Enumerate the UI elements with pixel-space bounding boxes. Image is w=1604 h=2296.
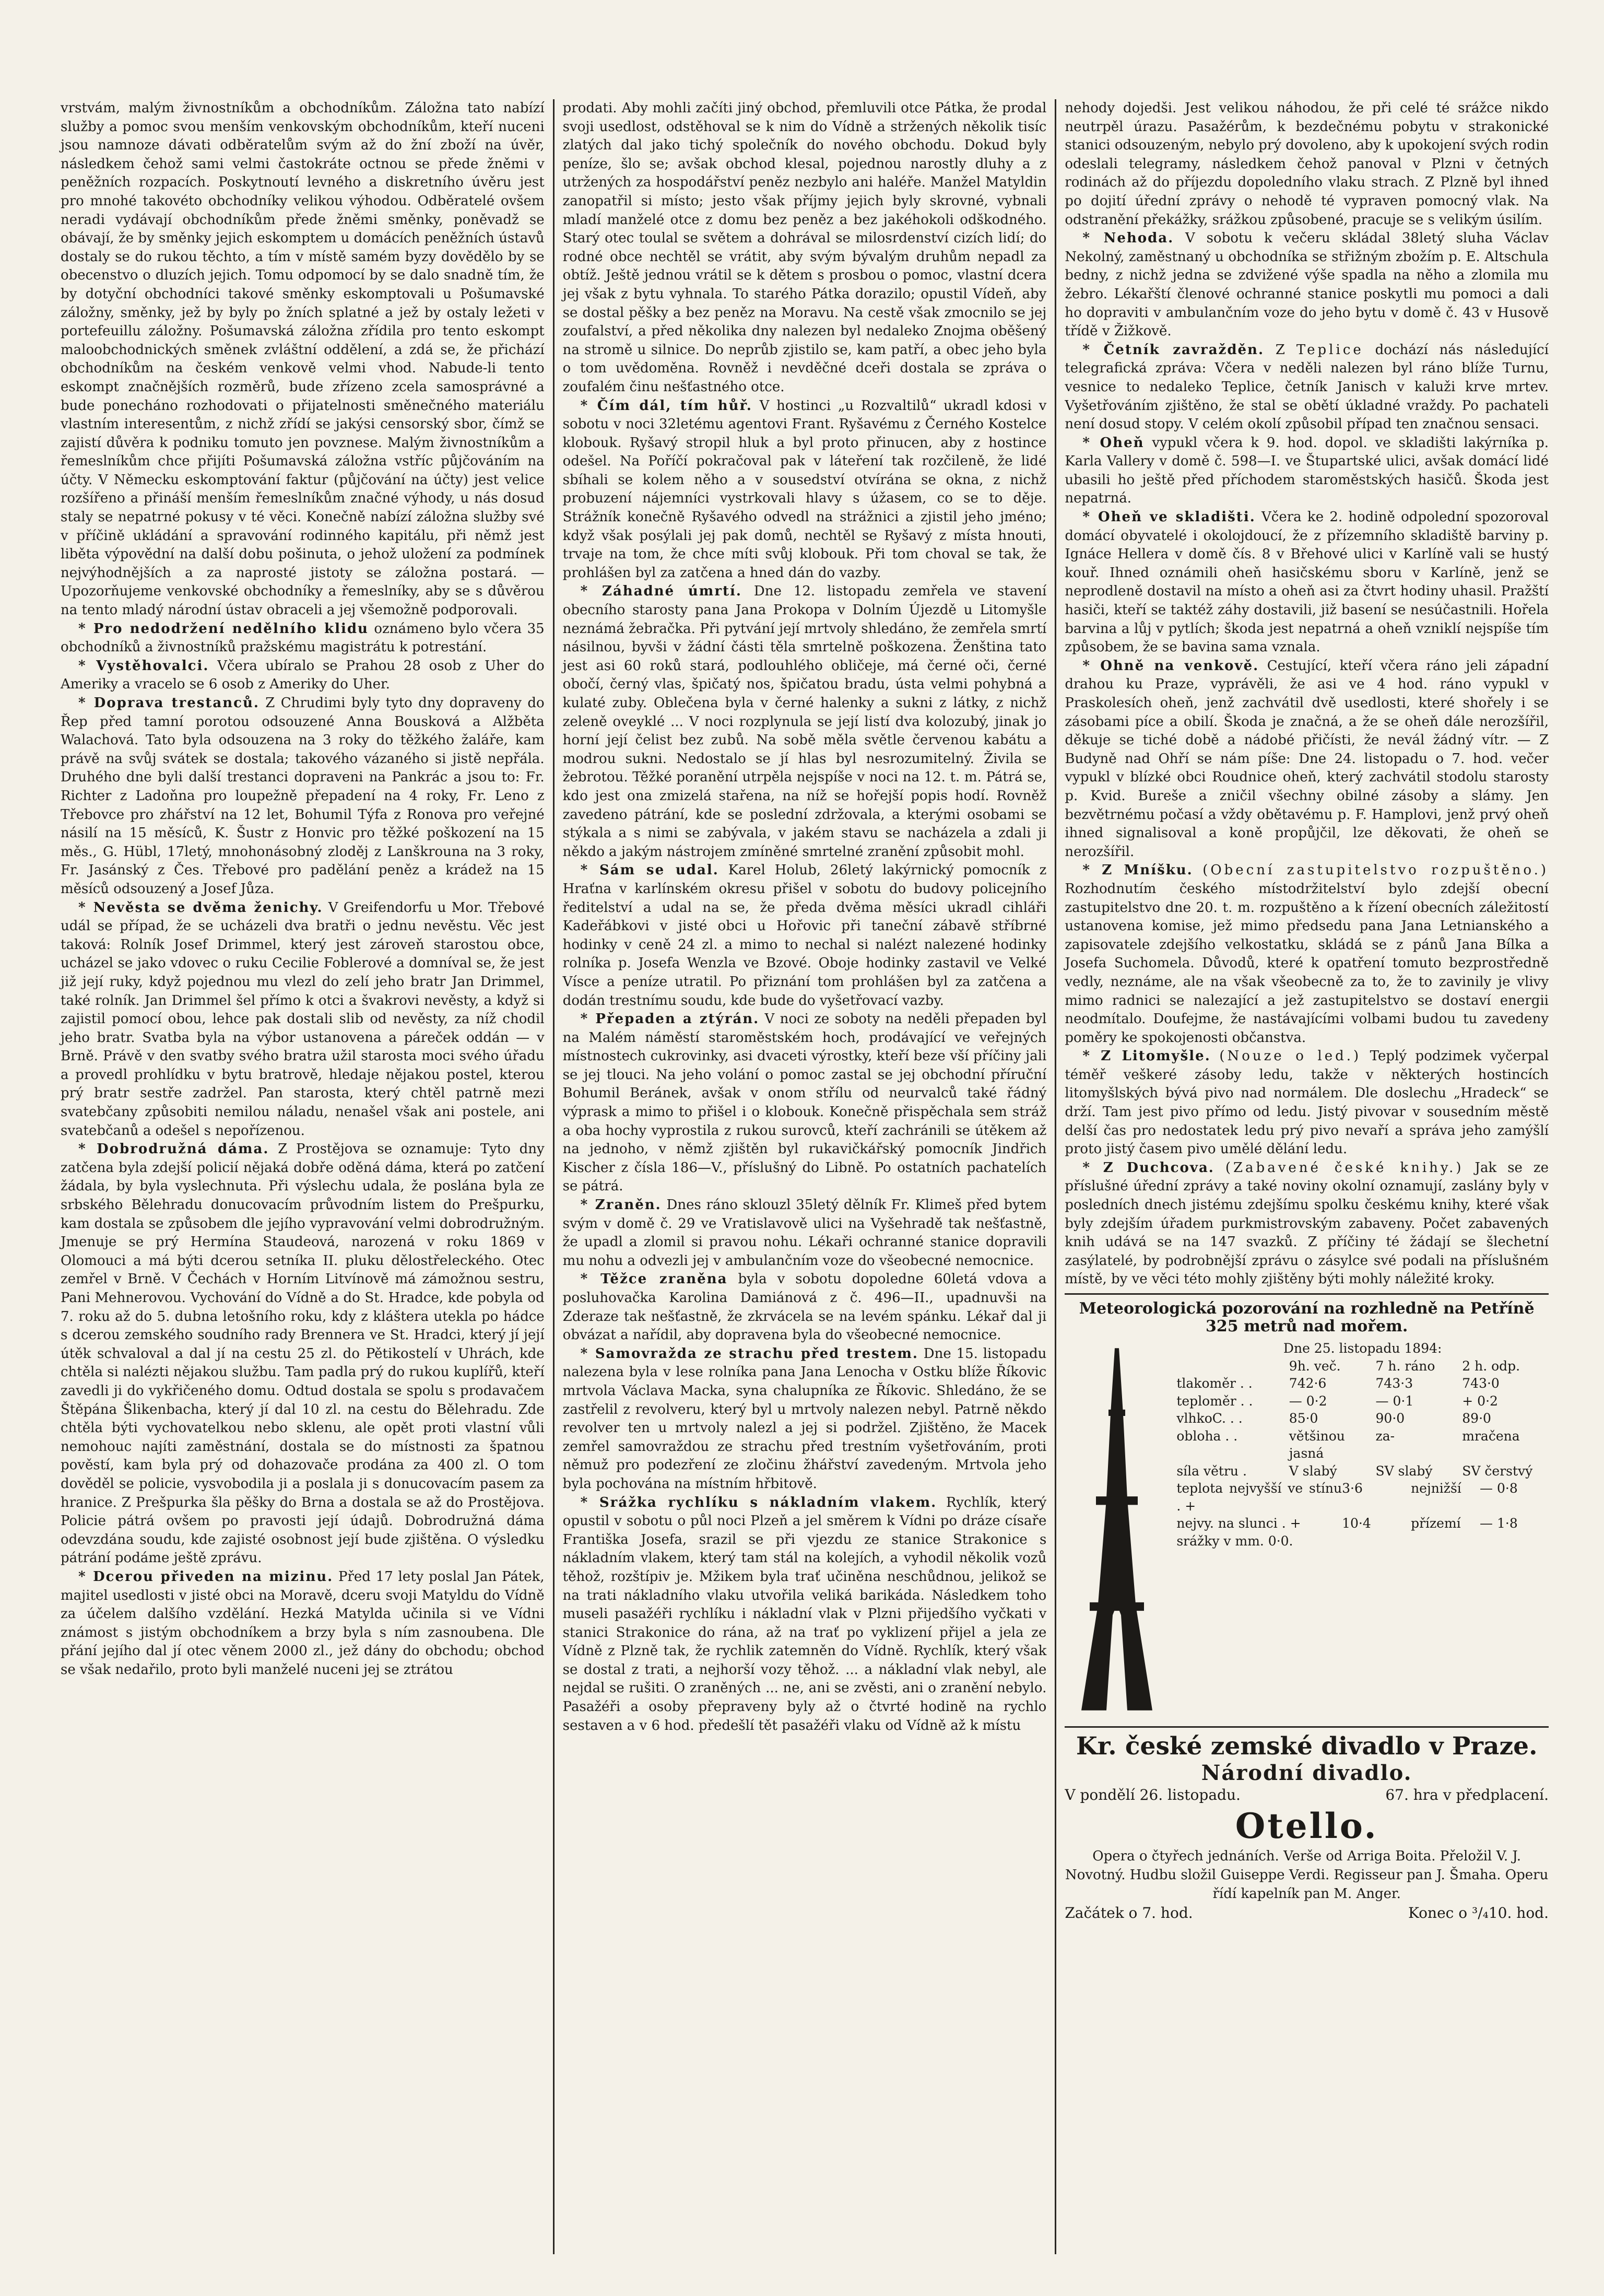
meteo-value: 743·0 bbox=[1462, 1376, 1500, 1391]
article-srazka-konec: nehody dojedši. Jest velikou náhodou, že při celé té srážce nikdo neutrpěl úrazu. Pasažérům, k bezdečnému pobytu v strakonické stanici odsouzeným, nebylo prý dovoleno, aby k upokojení svých rodin odeslali telegramy, následkem čehož panoval v Plzni v četných rodinách až do příjezdu dopoledního vlaku strach. Z Plzně byl ihned po dojití úřední zprávy o nehodě té vypraven pomocný vlak. Na odstranění překážky, srážkou způsobené, pracuje se s velikým úsilím. bbox=[1065, 100, 1549, 228]
petrin-tower-icon bbox=[1065, 1340, 1169, 1721]
meteo-hours bbox=[1176, 1357, 1549, 1375]
theatre-performance: 67. hra v předplacení. bbox=[1385, 1786, 1549, 1803]
heading-vystehovalci: * Vystěhovalci. bbox=[78, 658, 209, 674]
meteo-value: 10·4 bbox=[1342, 1516, 1371, 1531]
meteo-value: V slabý bbox=[1289, 1463, 1337, 1479]
text-dcerou-priveden: Před 17 lety poslal Jan Pátek, majitel usedlosti v jisté obci na Moravě, dceru svoji Matyldu do Vídně za účelem dalšího vzdělání. Hezká Matylda učinila si ve Vídni známost s jistým obchodníkem a brzy byla s ním zasnoubena. Dle přání jejího dal jí otec věnem 2000 zl., jež dány do obchodu; obchod se však nedařilo, proto byli manželé nuceni jej se ztrátou bbox=[61, 1568, 545, 1678]
text-ohen-skladiste: Včera ke 2. hodině odpolední spozoroval domácí obyvatelé i okolojdoucí, že z přízemního skladiště barviny p. Ignáce Hellera v domě čís. 8 v Břehové ulici v Karlíně vali se hustý kouř. Ihned oznámili oheň hasičskému sboru v Karlíně, jenž se neprodleně dostavil na místo a oheň asi za čtvrt hodiny uhasil. Pražští hasiči, kteří se taktéž záhy dostavili, již basení se nesúčastnili. Hořela barvina a lůj v pytlích; škoda jest nepatrná a oheň vzniklí nejspíše tím způsobem, že se bavina sama vznala. bbox=[1065, 509, 1549, 655]
meteo-hour-1: 9h. več. bbox=[1289, 1358, 1341, 1374]
article-ohne-venkov bbox=[1065, 657, 1549, 862]
heading-doprava-trestancu: * Doprava trestanců. bbox=[78, 695, 260, 711]
text-ohne-venkov: Cestující, kteří včera ráno jeli západní drahou ku Praze, vyprávěli, že asi ve 4 hod. ráno vypukl v Praskolesích oheň, jenž zachvátil dvě usedlosti, které shořely i se zásobami píce a obilí. Škoda je značná, a že se oheň dále nerozšířil, děkuje se tiché době a nádobé přičísti, že nevál žádný vítr. — Z Budyně nad Ohří se nám píše: Dne 24. listopadu o 7. hod. večer vypukl v blízké obci Roudnice oheň, který zachvátil stodolu starosty p. Kvid. Bureše a zničil všechny obilné zásoby a slámy. Jen bezvětrnému počasí a vždy obětavému p. F. Hamplovi, jenž prvý oheň ihned signalisoval a koně propůjčil, lze děkovati, že oheň se nerozšířil. bbox=[1065, 658, 1549, 860]
text-sam-se-udal: Karel Holub, 26letý lakýrnický pomocník z Hraťna v karlínském okresu přišel v sobotu do budovy policejního ředitelství a udal na se, že předa dvěma měsíci ukradl cihláři Kadeřábkovi v jisté obci u Hořovic při taneční zábavě stříbrné hodinky v ceně 24 zl. a mimo to nechal si nalézt nalezené hodinky rolníka p. Josefa Wenzla ve Bzové. Oboje hodinky zastavil ve Velké Vísce a peníze utratil. Po přiznání tom prohlášen byl za zatčena a dodán trestnímu soudu, kde bude do vyšetřovací vazby. bbox=[562, 862, 1047, 1009]
heading-ohen: * Oheň bbox=[1082, 435, 1145, 451]
text-vystehovalci: Včera ubíralo se Prahou 28 osob z Uher do Ameriky a vracelo se 6 osob z Ameriky do Uher. bbox=[61, 658, 545, 693]
heading-dobrodruzna-dama: * Dobrodružná dáma. bbox=[78, 1141, 269, 1157]
meteo-value: mračena bbox=[1462, 1428, 1520, 1444]
text-nehoda: V sobotu k večeru skládal 38letý sluha Václav Nekolný, zaměstnaný u obchodníka se střižným zbožím p. E. Altschula bedny, z nichž jedna se zdvižené výše spadla na něho a zlomila mu žebro. Lékařští členové ochranné stanice poskytli mu pomoci a dali ho dopraviti v ambulančním voze do jeho bytu v domě č. 43 v Husově třídě v Žižkově. bbox=[1065, 230, 1549, 339]
heading-duchcov: * Z Duchcova. bbox=[1082, 1159, 1214, 1176]
article-samovrazda bbox=[563, 1345, 1047, 1494]
text-dobrodruzna-dama: Z Prostějova se oznamuje: Tyto dny zatčena byla zdejší policií nějaká dobře oděná dáma, která po zatčení žádala, by byla vyslechnuta. Při výslechu udala, že poslána byla ze srbského Bělehradu donucovacím průvodním listem do Prešpurku, kam dostala se způsobem dle jejího vypravování velmi dobrodružným. Jmenuje se prý Hermína Staudeová, narozená v roku 1869 v Olomouci a má býti dcerou setníka II. pluku dělostřeleckého. Otec zemřel v Brně. V Čechách v Horním Litvínově má zámožnou sestru, Pani Mehnerovou. Vychování do Vídně a do St. Hradce, kde pobyla od 7. roku až do 5. dubna letošního roku, kdy z kláštera utekla po hádce s dcerou zemského soudního rady Brennera ve St. Hradci, který jí její útěk schvaloval a dal jí na cestu 25 zl. do Pětikostelí v Uhrách, kde chtěla si nalézti nějakou službu. Tam padla prý do rukou kuplířů, kteří zavedli ji do vykřičeného domu. Odtud dostala se spolu s prodavačem Štěpána Šlikenbacha, který jí dal 10 zl. na cestu do Bělehradu. Zde chtěla býti vychovatelkou nebo sklenu, ale opět proti vlastní vůli nemohouc najíti zaměstnání, dostala se do místnosti za špatnou pověstí, kam byla prý od dohazovače prodána za 400 zl. O tom dověděl se policie, vysvobodila ji a poslala ji s donucovacím pasem za hranice. Z Prešpurka šla pěšky do Brna a dostala se až do Prostějova. Policie pátrá ovšem po pravosti její údajů. Dobrodružná dáma odevzdána soudu, kde zajisté osobnost její bude zjištěna. O výsledku pátrání podáme ještě zprávu. bbox=[61, 1141, 545, 1566]
meteo-row-pressure bbox=[1176, 1375, 1549, 1392]
heading-zahadne-umrti: * Záhadné úmrtí. bbox=[580, 583, 742, 600]
heading-litomysl: * Z Litomyšle. bbox=[1082, 1048, 1211, 1064]
subheading-duchcov: (Zabavené české knihy.) bbox=[1225, 1159, 1464, 1176]
heading-tezce-zranena: * Těžce zraněna bbox=[580, 1271, 728, 1287]
theatre-description: Opera o čtyřech jednáních. Verše od Arriga Boita. Přeložil V. J. Novotný. Hudbu složil Guiseppe Verdi. Regisseur pan J. Šmaha. Operu řídí kapelník pan M. Anger. bbox=[1065, 1848, 1549, 1902]
meteo-label: vlhkoC. . . bbox=[1176, 1411, 1243, 1426]
meteo-rain: srážky v mm. 0·0. bbox=[1176, 1533, 1293, 1549]
article-cetnik bbox=[1065, 341, 1549, 434]
text-duchcov: Jak se ze příslušné úřední zprávy a také noviny okolní oznamují, zaslány byly v posledních dnech jistému zdejšímu spolku českému knihy, které však byly zdejším úřadem purkmistrovským zabaveny. Počet zabavených knih udává se na 147 svazků. Z příčiny té žádají se šlechetní zasýlatelé, by podrobnější zprávu o zásylce své podali na příslušném místě, by ve věci této mohly zjištěny býti mohly náležité kroky. bbox=[1065, 1159, 1549, 1287]
article-zahadne-umrti bbox=[563, 582, 1047, 861]
heading-zranen: * Zraněn. bbox=[580, 1197, 662, 1213]
article-nehoda bbox=[1065, 229, 1549, 341]
text-prepaden: V noci ze soboty na neděli přepaden byl na Malém náměstí staroměstském hoch, prodávající ve veřejných místnostech cukrovinky, asi dvaceti výrostky, kteří beze vší příčiny jali se jej tlouci. Na jeho volání o pomoc zastal se jej obchodní příruční Bohumil Beránek, avšak v onom střílu od neurvalců také řádný výprask a mimo to přišel i o klobouk. Konečně přispěchala sem stráž a oba hochy vyprostila z rukou surovců, kteří zachránili se útěkem až na jednoho, v němž zjištěn byl rukavičkářský pomocník Jindřich Kischer z čísla 186—V., příslušný do Libně. Po ostatních pachatelích se pátrá. bbox=[562, 1011, 1047, 1194]
text-cetnik: dochází nás následující telegrafická zpráva: Včera v neděli nalezen byl ráno blíže Turnu, vesnice to nedaleko Teplice, četník Janisch v kaluži krve mrtev. Vyšetřováním zjištěno, že stal se obětí úkladné vraždy. Po pachateli není dosud stopy. V celém okolí způsobil případ ten značnou sensaci. bbox=[1065, 342, 1549, 432]
meteo-value: 3·6 bbox=[1342, 1481, 1363, 1496]
article-srazka bbox=[563, 1494, 1047, 1736]
heading-ohen-skladiste: * Oheň ve skladišti. bbox=[1082, 509, 1256, 525]
text-mnisek: Rozhodnutím českého místodržitelství bylo zdejší obecní zastupitelstvo dne 20. t. m. rozpuštěno a k řízení obecních záležitostí ustanovena komise, jež mimo předsedu pana Jana Letnianského a zapisovatele zdejšího velkostatku, skládá se z pánů Jana Bílka a Josefa Suchomela. Důvodů, které k opatření tomuto bezprostředně vedly, neznáme, ale na však všeobecně za to, že to zavinily je vlivy mimo radnici se nalezající a jež zastupitelstvo se dostaví energii neodmítalo. Doufejme, že nastávajícími volbami budou tu zavedeny poměry ke spokojenosti občanstva. bbox=[1065, 881, 1549, 1046]
article-zranen bbox=[563, 1196, 1047, 1270]
theatre-date-row bbox=[1065, 1785, 1549, 1805]
meteo-hours-spacer bbox=[1176, 1357, 1289, 1375]
meteo-value: 743·3 bbox=[1375, 1376, 1413, 1391]
column-3 bbox=[1055, 99, 1557, 2254]
theatre-subtitle: Národní divadlo. bbox=[1201, 1761, 1412, 1785]
text-cetnik-place: Teplice bbox=[1296, 342, 1364, 358]
meteo-date: Dne 25. listopadu 1894: bbox=[1283, 1341, 1442, 1356]
meteo-value: za- bbox=[1375, 1428, 1395, 1444]
meteo-title: Meteorologická pozorování na rozhledně na Petříně 325 metrů nad mořem. bbox=[1065, 1293, 1549, 1336]
meteo-value: — 0·2 bbox=[1289, 1393, 1327, 1409]
meteo-value: + 0·2 bbox=[1462, 1393, 1498, 1409]
meteo-value: — 0·8 bbox=[1480, 1481, 1518, 1496]
article-mnisek bbox=[1065, 861, 1549, 1047]
text-zranen: Dnes ráno sklouzl 35letý dělník Fr. Klimeš před bytem svým v domě č. 29 ve Vratislavově ulici na Vyšehradě tak nešťastně, že upadl a zlomil si pravou nohu. Lékaři ochranné stanice dopravili mu nohu a odvezli jej v ambulančním voze do všeobecné nemocnice. bbox=[562, 1197, 1047, 1269]
article-vystehovalci bbox=[61, 657, 545, 694]
heading-ohne-venkov: * Ohně na venkově. bbox=[1082, 658, 1259, 674]
column-2 bbox=[553, 99, 1055, 2254]
column-1 bbox=[52, 99, 553, 2254]
meteo-value: SV čerstvý bbox=[1462, 1463, 1533, 1479]
column-container bbox=[52, 99, 1557, 2254]
meteo-value: — 0·1 bbox=[1375, 1393, 1414, 1409]
meteo-value: 89·0 bbox=[1462, 1411, 1491, 1426]
meteo-value: většinou jasná bbox=[1289, 1428, 1345, 1461]
meteo-label: přízemí bbox=[1411, 1516, 1461, 1531]
meteo-row-wind bbox=[1176, 1462, 1549, 1480]
article-sam-se-udal bbox=[563, 861, 1047, 1010]
text-samovrazda: Dne 15. listopadu nalezena byla v lese rolníka pana Jana Lenocha v Ostku blíže Říkovic mrtvola Václava Macka, syna chalupníka ze Říkovic. Shledáno, že se zastřelil z revolveru, který byl u mrtvoly nalezen nebyl. Patrně někdo revolver ten u mrtvoly nalezl a jej si podržel. Zjištěno, že Macek zemřel samovraždou ze strachu před trestním vyšetřováním, proti němuž pro podezření ze zločinu žhářství zavedeným. Mrtvola jeho byla pochována na místním hřbitově. bbox=[562, 1345, 1047, 1492]
meteo-box bbox=[1065, 1340, 1549, 1721]
heading-dcerou-priveden: * Dcerou přiveden na mizinu. bbox=[78, 1568, 334, 1585]
meteo-table bbox=[1176, 1340, 1549, 1721]
text-ohen: vypukl včera k 9. hod. dopol. ve skladišti lakýrníka p. Karla Vallery v domě č. 598—I. ve Štupartské ulici, avšak domácí lidé ubasili ho ještě před příchodem staroměstských hasičů. Škoda jest nepatrná. bbox=[1065, 435, 1549, 507]
theatre-title: Kr. české zemské divadlo v Praze. bbox=[1076, 1732, 1538, 1761]
subheading-mnisek: (Obecní zastupitelstvo rozpuštěno.) bbox=[1202, 862, 1549, 878]
subheading-litomysl: (Nouze o led.) bbox=[1219, 1048, 1362, 1064]
heading-cim-dal: * Čím dál, tím hůř. bbox=[580, 397, 752, 414]
article-doprava-trestancu bbox=[61, 694, 545, 899]
text-nevesta: V Greifendorfu u Mor. Třebové udál se případ, že se ucházeli dva bratři o jednu nevěstu. Věc jest taková: Rolník Josef Drimmel, který jest zároveň starostou obce, ucházel se jako vdovec o ruku Cecilie Foblerové a domníval se, že jest již její ruky, když pojednou mu vlezl do zelí jeho bratr Jan Drimmel, také rolník. Jan Drimmel šel přímo k otci a švakrovi nevěsty, a když si zajistil pomocí obou, lehce pak dostali slib od nevěsty, za níž chodil jeho bratr. Svatba byla na výbor ustanovena a páreček oddán — v Brně. Právě v den svatby svého bratra užil starosta moci svého úřadu a provedl prohlídku v bytu bratrově, hledaje nějakou postel, kterou prý bratr sestře zadržel. Pan starosta, který chtěl patrně mezi svatebčany způsobiti nemilou náladu, nenašel však ani postele, ani svatebčanů a odešel s nepořízenou. bbox=[61, 899, 545, 1139]
meteo-label: síla větru . bbox=[1176, 1463, 1247, 1479]
meteo-label: obloha . . bbox=[1176, 1428, 1238, 1444]
heading-nedelni-klid: * Pro nedodržení nedělního klidu bbox=[78, 620, 369, 637]
meteo-label: nejvy. na slunci . + bbox=[1176, 1516, 1301, 1531]
theatre-end: Konec o ³/₄10. hod. bbox=[1408, 1904, 1549, 1922]
meteo-value: 742·6 bbox=[1289, 1376, 1327, 1391]
meteo-hour-3: 2 h. odp. bbox=[1462, 1358, 1520, 1374]
meteo-label: teplota nejvyšší ve stínu . + bbox=[1176, 1481, 1342, 1514]
theatre-play-title: Otello. bbox=[1235, 1806, 1378, 1846]
article-cim-dal bbox=[563, 397, 1047, 583]
meteo-row-tmax bbox=[1176, 1480, 1549, 1515]
article-prepaden bbox=[563, 1010, 1047, 1196]
article-litomysl bbox=[1065, 1047, 1549, 1159]
heading-nehoda: * Nehoda. bbox=[1082, 230, 1174, 247]
theatre-date: V pondělí 26. listopadu. bbox=[1065, 1786, 1241, 1803]
meteo-row-sky bbox=[1176, 1427, 1549, 1462]
text-doprava-trestancu: Z Chrudimi byly tyto dny dopraveny do Řep před tamní porotou odsouzené Anna Bousková a Alžběta Walachová. Tato byla odsouzena na 3 roky do těžkého žaláře, kam právě na svůj svátek se dostala; takového vázaného si jistě nepřála. Druhého dne byli další trestanci dopraveni na Pankrác a jsou to: Fr. Richter z Ladoňna pro loupežně přepadení na 4 roky, Fr. Leno z Třebovce pro zhářství na 12 let, Bohumil Týfa z Ronova pro veřejné násilí na 15 měsíců, K. Šustr z Honvic pro těžké poškození na 15 měs., G. Hübl, 17letý, mnohonásobný zloděj z Lanškrouna na 3 roky, Fr. Jasánský z Čes. Třebové pro padělání peněz a krádež na 15 měsíců odsouzený a Josef Jůza. bbox=[61, 695, 545, 897]
article-zalozna: vrstvám, malým živnostníkům a obchodníkům. Záložna tato nabízí služby a pomoc svou menším venkovským obchodníkům, kteří nuceni jsou namnoze dávati odběratelům svým až do žní zboží na úvěr, následkem čehož sami velmi častokráte octnou se přede žněmi v peněžních rozpacích. Poskytnoutí levného a diskretního úvěru jest pro mnohé takovéto obchodníky velikou výhodou. Odběratelé ovšem neradi vydávají obchodníkům přede žněmi směnky, poněvadž se obávají, že by směnky jejich eskomptem u domácích peněžních ústavů dostaly se do rukou těchto, a tím v místě samém byzy dovědělo by se obecenstvo o dluzích jejich. Tomu odpomocí by se dalo snadně tím, že by dotyční obchodníci takové směnky eskomptovali u Pošumavské záložny, směnky, jež by byly po žních splatné a jež by ostaly ležeti v portefeuillu záložny. Pošumavská záložna zřídila pro tento eskompt maloobchodnických směnek zvláštní oddělení, a zdá se, že přichází obchodníkům na českém venkově velmi vhod. Nabude-li tento eskompt značnějších rozměrů, bude zřízeno zcela samosprávné a bude ponecháno rozhodovati o přijatelnosti směnečného materiálu vlastním interesentům, z nichž zřídí se jakýsi censorský sbor, čímž se zajistí důvěra k podniku tomuto jen povznese. Malým živnostníkům a řemeslníkům chce přijíti Pošumavská záložna vstříc půjčováním na účty. V Německu eskomptování faktur (půjčování na účty) jest velice rozšířeno a přináší menším řemeslníkům značné výhody, u nás dosud staly se nepatrné pokusy v té věci. Konečně nabízí záložna služby své v příčině ukládání a spravování rodinného kapitálu, při němž jest liběta výpovědní na další dobu pošinuta, o jehož uložení za podmínek nejvýhodnějších a za naprosté jistoty se záložna postará. — Upozorňujeme venkovské obchodníky a řemeslníky, aby se s důvěrou na tento mladý národní ústav obraceli a jej všemožně podporovali. bbox=[61, 100, 545, 618]
meteo-value: SV slabý bbox=[1375, 1463, 1433, 1479]
article-ohen-skladiste bbox=[1065, 508, 1549, 657]
text-tezce-zranena: byla v sobotu dopoledne 60letá vdova a posluhovačka Karolina Damiánová z č. 496—II., upadnuvši na Zderaze tak nešťastně, že zkrvácela se na levém spánku. Lékař dal ji obvázat a nařídil, aby dopravena byla do všeobecné nemocnice. bbox=[562, 1271, 1047, 1343]
heading-prepaden: * Přepaden a ztýrán. bbox=[580, 1011, 760, 1027]
article-dobrodruzna-dama bbox=[61, 1140, 545, 1568]
heading-nevesta: * Nevěsta se dvěma ženichy. bbox=[78, 899, 323, 916]
meteo-hour-2: 7 h. ráno bbox=[1375, 1358, 1435, 1374]
text-srazka: Rychlík, který opustil v sobotu o půl noci Plzeň a jel směrem k Vídni po dráze císaře Františka Josefa, srazil se při vjezdu ze stanice Strakonice s nákladním vlakem, který tam stál na kolejích, a vyhodil několik vozů těhož, rozštípiv je. Mžikem byla trať učiněna neschůdnou, jelikož se na trati nákladního vlaku utvořila veliká barikáda. Následkem toho museli pasažéři rychlíku i nákladní vlak v Plzni přijedšího vyčkati v stanici Strakonice do rána, až na trať po vyklizení přijel a jela ze Vídně z Plzně tak, že rychlik zatemněn do Vídně. Rychlík, který však se dostal z trati, a nejhorší vozy těhož. ... a nákladní vlak nebyl, ale nejdal se rušiti. O zraněných ... ne, ani se zvěsti, ani o zranění nebylo. Pasažéři a osoby přepraveny byly až o čtvrté hodině na rychlo sestaven a v 6 hod. předešlí tět pasažéři vlaku od Vídně až k místu bbox=[562, 1494, 1047, 1733]
text-litomysl: Teplý podzimek vyčerpal téměř veškeré zásoby ledu, takže v některých hostincích litomyšlských bývá pivo nad normálem. Dle doslechu „Hradeck“ se drží. Tam jest pivo přímo od ledu. Jistý pivovar v sousedním městě delší čas pro nedostatek ledu prý pivo nevaří a správa jeho zamýšlí proto jistý časem pivo umělé dělání ledu. bbox=[1065, 1048, 1549, 1157]
text-cetnik-a: Z bbox=[1275, 342, 1285, 358]
article-ohen bbox=[1065, 434, 1549, 508]
theatre-start: Začátek o 7. hod. bbox=[1065, 1904, 1193, 1922]
article-nevesta bbox=[61, 899, 545, 1141]
article-pokracovani: prodati. Aby mohli začíti jiný obchod, přemluvili otce Pátka, že prodal svoji usedlost, odstěhoval se k nim do Vídně a stržených několik tisíc zlatých dal jako tichý společník do nového obchodu. Dokud byly peníze, šlo se; avšak obchod klesal, pojednou narostly dluhy a z utržených za hospodářství peněz nezbylo ani haléře. Manžel Matyldin zanopatřil si místo; jesto však příjmy jejich byly skrovné, vybnali mladí manželé otce z domu bez peněz a bez jakéhokoli odškodného. Starý otec toulal se světem a dohrával se milosrdenství cizích lidí; do rodné obce nechtěl se vrátit, aby svým bývalým druhům nepadl za obtíž. Ještě jednou vrátil se k dětem s prosbou o pomoc, vlastní dcera jej však z bytu vyhnala. To starého Pátka dorazilo; opustil Vídeň, aby se dostal pěšky a bez peněz na Moravu. Na cestě však zmocnilo se jej zoufalství, a před několika dny nalezen byl nedaleko Znojma oběšený na stromě u silnice. Do neprůb zjistilo se, kam patří, a obec jeho byla o tom uvědoměna. Rovněž i nevděčné dceři dostala se zpráva o zoufalém činu nešťastného otce. bbox=[562, 100, 1047, 395]
meteo-label: teploměr . . bbox=[1176, 1393, 1253, 1409]
meteo-row-humidity bbox=[1176, 1410, 1549, 1427]
meteo-value: — 1·8 bbox=[1480, 1516, 1518, 1531]
meteo-label: nejnižší bbox=[1411, 1481, 1461, 1496]
heading-cetnik: * Četník zavražděn. bbox=[1082, 342, 1264, 358]
article-nedelni-klid bbox=[61, 620, 545, 657]
theatre-time-row bbox=[1065, 1903, 1549, 1923]
heading-samovrazda: * Samovražda ze strachu před trestem. bbox=[580, 1345, 918, 1362]
article-dcerou-priveden bbox=[61, 1568, 545, 1680]
text-cim-dal: V hostinci „u Rozvaltilů“ ukradl kdosi v sobotu v noci 32letému agentovi Frant. Ryšavému z Černého Kostelce klobouk. Ryšavý stropil hluk a byl proto přinucen, aby z hostince odešel. Na Poříčí pokračoval pak v láteření tak rozčileně, že lidé sbíhali se kolem něho a v sousedství otvírána se okna, z nichž probuzení nájemníci vystrkovali hlavy s úžasem, co se to děje. Strážník konečně Ryšavého odvedl na strážnici a zjistil jeho jméno; když však posýlali jej pak domů, nechtěl se Ryšavý z místa hnouti, trvaje na tom, že chce míti svůj klobouk. Při tom choval se tak, že prohlášen byl za zatčena a hned dán do vazby. bbox=[562, 397, 1047, 581]
meteo-value: 90·0 bbox=[1375, 1411, 1405, 1426]
text-zahadne-umrti: Dne 12. listopadu zemřela ve stavení obecního starosty pana Jana Prokopa v Dolním Újezdě u Litomyšle neznámá žebračka. Při pytvání její mrtvoly shledáno, že zemřela smrtí násilnou, byvši v žádní části těla smrtelně poškozena. Ženština tato jest asi 60 roků stará, podlouhlého obličeje, má černé oči, černé obočí, černý vlas, špičatý nos, špičatou bradu, ústa velmi pohybná a kulaté zuby. Oblečena byla v černé halenky a sukni z látky, z nichž zeleně oveyklé ... V noci rozplynula se její listí dva kolozubý, jinak jo horní její čelist bez zubů. Na sobě měla světle červenou kabátu a modrou sukni. Nedostalo se jí hlas byl nesrozumitelný. Živila se žebrotou. Těžké poranění utrpěla nejspíše v noci na 12. t. m. Pátrá se, kdo jest ona zmizelá stařena, na níž se hořejší popis hodí. Rovněž zavedeno pátrání, kde se poslední zdržovala, a kterými osobami se stýkala a s nimi se zabývala, v jakém stavu se nacházela a zdali ji někdo a jakým nástrojem zmíněné smrtelné zranění způsobit mohl. bbox=[562, 583, 1047, 860]
heading-srazka: * Srážka rychlíku s nákladním vlakem. bbox=[580, 1494, 937, 1510]
heading-sam-se-udal: * Sám se udal. bbox=[580, 862, 719, 878]
text-nedelni-klid: oznámeno bylo včera 35 obchodníků a živnostníků pražskému magistrátu k potrestání. bbox=[61, 620, 545, 655]
theatre-ad bbox=[1065, 1726, 1549, 1923]
meteo-value: 85·0 bbox=[1289, 1411, 1318, 1426]
meteo-row-tsun bbox=[1176, 1515, 1549, 1532]
article-duchcov bbox=[1065, 1159, 1549, 1289]
meteo-label: tlakoměr . . bbox=[1176, 1376, 1253, 1391]
heading-mnisek: * Z Mníšku. bbox=[1082, 862, 1193, 878]
meteo-row-temp bbox=[1176, 1392, 1549, 1410]
article-tezce-zranena bbox=[563, 1270, 1047, 1344]
